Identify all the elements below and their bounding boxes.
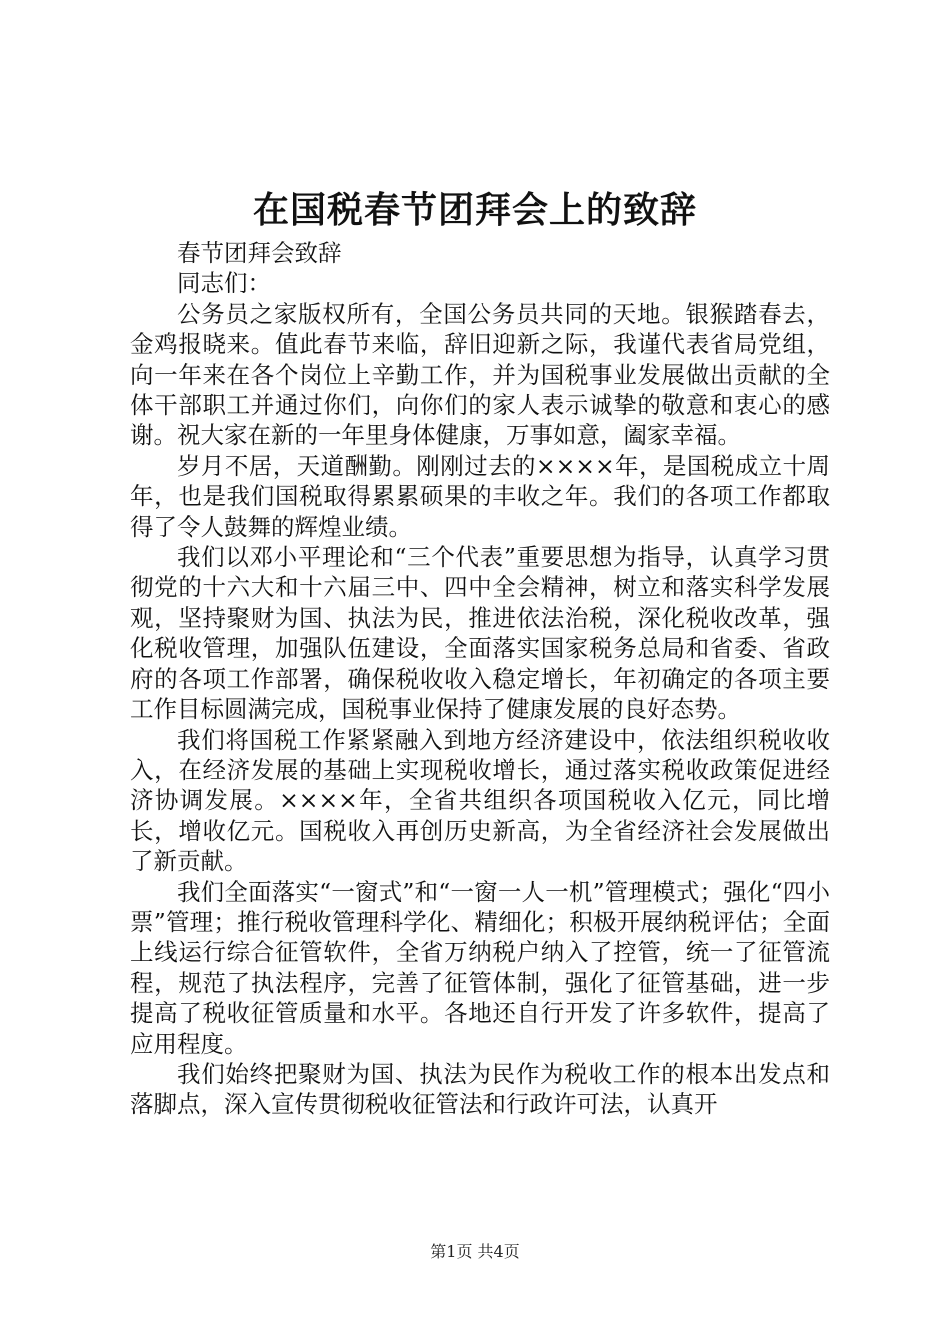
body-paragraph: 岁月不居，天道酬勤。刚刚过去的××××年，是国税成立十周年，也是我们国税取得累累硕果的丰收之年。我们的各项工作都取得了令人鼓舞的辉煌业绩。 [130, 451, 830, 541]
body-paragraph: 我们将国税工作紧紧融入到地方经济建设中，依法组织税收收入，在经济发展的基础上实现税收增长，通过落实税收政策促进经济协调发展。××××年，全省共组织各项国税收入亿元，同比增长，增收亿元。国税收入再创历史新高，为全省经济社会发展做出了新贡献。 [130, 725, 830, 876]
page-footer: 第1页 共4页 [430, 1242, 520, 1261]
document-title: 在国税春节团拜会上的致辞 [252, 189, 697, 231]
subtitle-line: 春节团拜会致辞 [177, 239, 342, 267]
body-paragraph: 公务员之家版权所有，全国公务员共同的天地。银猴踏春去，金鸡报晓来。值此春节来临，辞旧迎新之际，我谨代表省局党组，向一年来在各个岗位上辛勤工作，并为国税事业发展做出贡献的全体干部职工并通过你们，向你们的家人表示诚挚的敬意和衷心的感谢。祝大家在新的一年里身体健康，万事如意，阖家幸福。 [130, 299, 830, 450]
document-body [130, 238, 830, 1120]
body-paragraph: 我们全面落实“一窗式”和“一窗一人一机”管理模式；强化“四小票”管理；推行税收管理科学化、精细化；积极开展纳税评估；全面上线运行综合征管软件，全省万纳税户纳入了控管，统一了征管流程，规范了执法程序，完善了征管体制，强化了征管基础，进一步提高了税收征管质量和水平。各地还自行开发了许多软件，提高了应用程度。 [130, 877, 830, 1058]
body-paragraph: 我们以邓小平理论和“三个代表”重要思想为指导，认真学习贯彻党的十六大和十六届三中、四中全会精神，树立和落实科学发展观，坚持聚财为国、执法为民，推进依法治税，深化税收改革，强化税收管理，加强队伍建设，全面落实国家税务总局和省委、省政府的各项工作部署，确保税收收入稳定增长，年初确定的各项主要工作目标圆满完成，国税事业保持了健康发展的良好态势。 [130, 543, 830, 724]
body-paragraph: 我们始终把聚财为国、执法为民作为税收工作的根本出发点和落脚点，深入宣传贯彻税收征管法和行政许可法，认真开 [130, 1059, 830, 1119]
salutation-line: 同志们： [177, 269, 271, 298]
